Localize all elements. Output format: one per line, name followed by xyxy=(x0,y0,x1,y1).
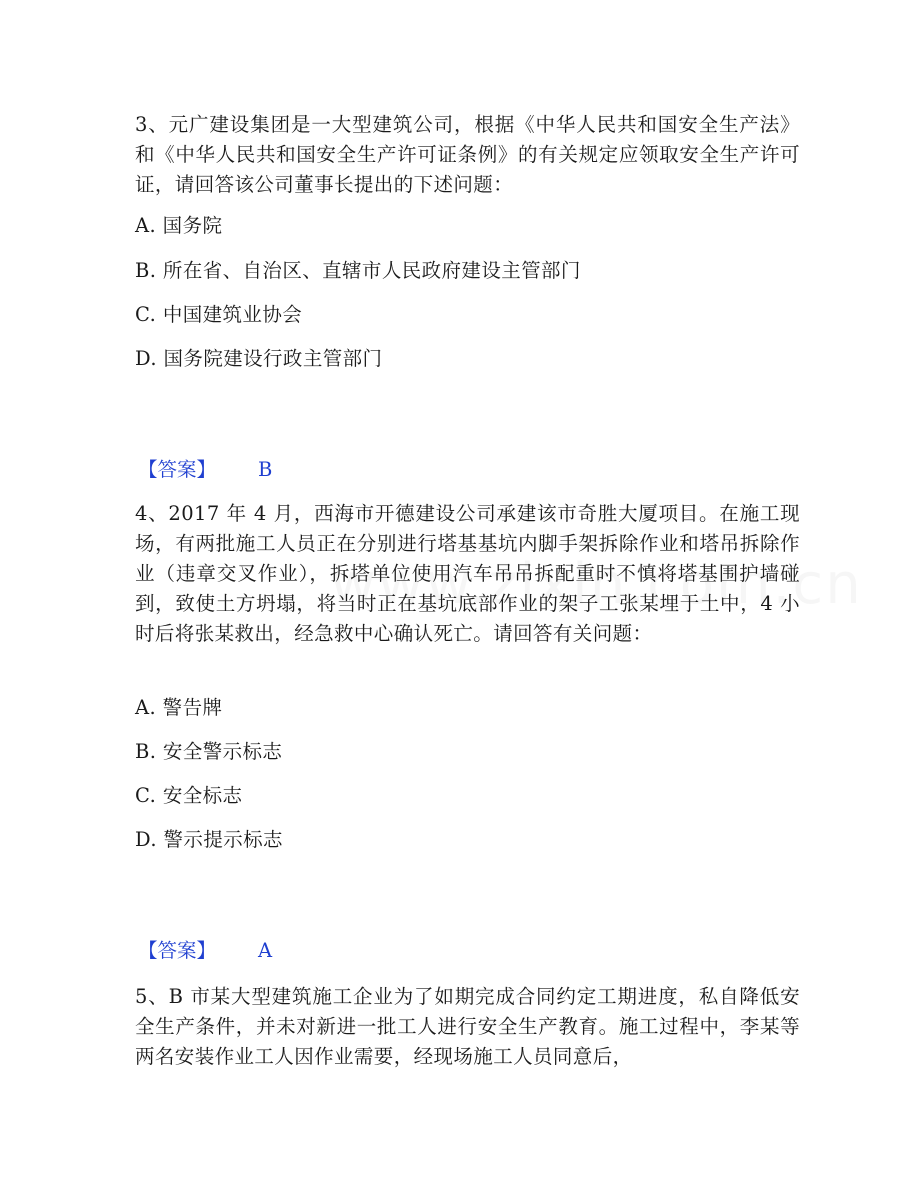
question-4-option-b: B. 安全警示标志 xyxy=(135,740,283,763)
question-5 xyxy=(135,982,800,1072)
question-4 xyxy=(135,499,800,649)
question-5-stem: 5、B 市某大型建筑施工企业为了如期完成合同约定工期进度，私自降低安全生产条件，并未对新进一批工人进行安全生产教育。施工过程中，李某等两名安装作业工人因作业需要，经现场施工人员同意后， xyxy=(135,985,800,1068)
question-3 xyxy=(135,110,800,200)
question-3-answer xyxy=(138,455,272,485)
question-3-stem: 3、元广建设集团是一大型建筑公司，根据《中华人民共和国安全生产法》和《中华人民共和国安全生产许可证条例》的有关规定应领取安全生产许可证，请回答该公司董事长提出的下述问题： xyxy=(135,113,800,196)
question-3-option-b: B. 所在省、自治区、直辖市人民政府建设主管部门 xyxy=(135,259,581,282)
answer-value: A xyxy=(258,939,273,962)
question-3-option-d: D. 国务院建设行政主管部门 xyxy=(135,347,383,370)
answer-label: 【答案】 xyxy=(138,939,217,962)
answer-value: B xyxy=(258,458,273,481)
question-4-option-c: C. 安全标志 xyxy=(135,784,243,807)
question-4-option-a: A. 警告牌 xyxy=(135,696,223,719)
question-4-option-d: D. 警示提示标志 xyxy=(135,828,283,851)
question-3-option-a: A. 国务院 xyxy=(135,214,223,237)
answer-label: 【答案】 xyxy=(138,458,217,481)
question-4-answer xyxy=(138,936,272,966)
question-4-stem: 4、2017 年 4 月，西海市开德建设公司承建该市奇胜大厦项目。在施工现场，有两批施工人员正在分别进行塔基基坑内脚手架拆除作业和塔吊拆除作业（违章交叉作业），拆塔单位使用汽车吊吊拆配重时不慎将塔基围护墙碰到，致使土方坍塌，将当时正在基坑底部作业的架子工张某埋于土中，4 小时后将张某救出，经急救中心确认死亡。请回答有关问题： xyxy=(135,502,800,645)
question-3-option-c: C. 中国建筑业协会 xyxy=(135,303,303,326)
